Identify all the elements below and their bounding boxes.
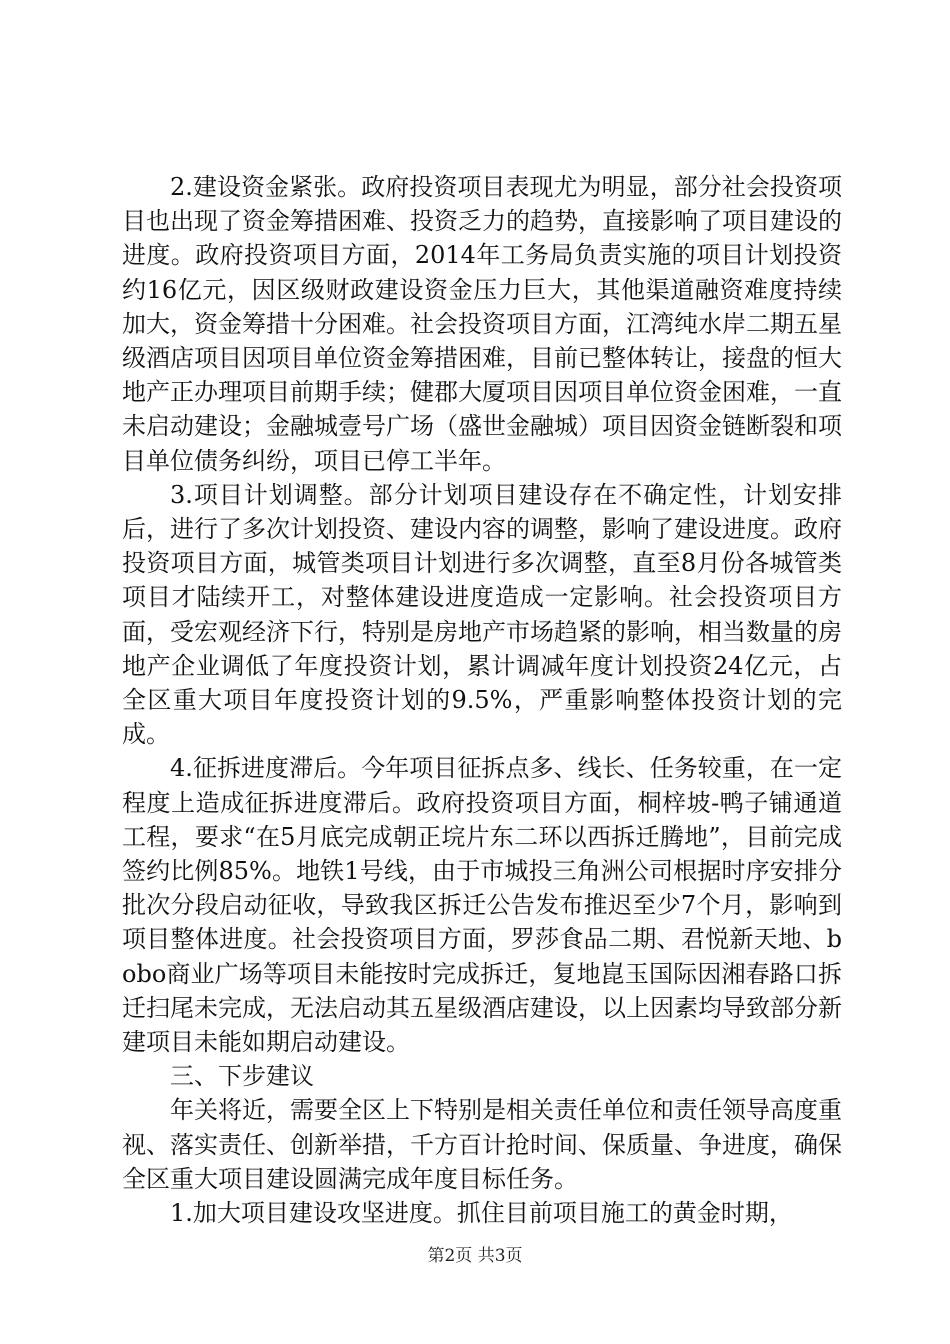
paragraph-plan-adjustment: 3.项目计划调整。部分计划项目建设存在不确定性，计划安排后，进行了多次计划投资、建设内容的调整，影响了建设进度。政府投资项目方面，城管类项目计划进行多次调整，直至8月份各城管类项目才陆续开工，对整体建设进度造成一定影响。社会投资项目方面，受宏观经济下行，特别是房地产市场趋紧的影响，相当数量的房地产企业调低了年度投资计划，累计调减年度计划投资24亿元，占全区重大项目年度投资计划的9.5%，严重影响整体投资计划的完成。 bbox=[122, 480, 842, 749]
section-heading-next-steps: 三、下步建议 bbox=[170, 1062, 314, 1091]
paragraph-year-end-intro: 年关将近，需要全区上下特别是相关责任单位和责任领导高度重视、落实责任、创新举措，千方百计抢时间、保质量、争进度，确保全区重大项目建设圆满完成年度目标任务。 bbox=[122, 1096, 842, 1193]
paragraph-suggestion-1: 1.加大项目建设攻坚进度。抓住目前项目施工的黄金时期， bbox=[170, 1199, 793, 1228]
document-body bbox=[122, 170, 842, 1230]
page-number-footer: 第2页 共3页 bbox=[427, 1246, 523, 1266]
paragraph-funding-shortage: 2.建设资金紧张。政府投资项目表现尤为明显，部分社会投资项目也出现了资金筹措困难、投资乏力的趋势，直接影响了项目建设的进度。政府投资项目方面，2014年工务局负责实施的项目计划投资约16亿元，因区级财政建设资金压力巨大，其他渠道融资难度持续加大，资金筹措十分困难。社会投资项目方面，江湾纯水岸二期五星级酒店项目因项目单位资金筹措困难，目前已整体转让，接盘的恒大地产正办理项目前期手续；健郡大厦项目因项目单位资金困难，一直未启动建设；金融城壹号广场（盛世金融城）项目因资金链断裂和项目单位债务纠纷，项目已停工半年。 bbox=[122, 173, 842, 475]
paragraph-demolition-delay: 4.征拆进度滞后。今年项目征拆点多、线长、任务较重，在一定程度上造成征拆进度滞后。政府投资项目方面，桐梓坡-鸭子铺通道工程，要求“在5月底完成朝正垸片东二环以西拆迁腾地”，目前完成签约比例85%。地铁1号线，由于市城投三角洲公司根据时序安排分批次分段启动征收，导致我区拆迁公告发布推迟至少7个月，影响到项目整体进度。社会投资项目方面，罗莎食品二期、君悦新天地、bobo商业广场等项目未能按时完成拆迁，复地崑玉国际因湘春路口拆迁扫尾未完成，无法启动其五星级酒店建设，以上因素均导致部分新建项目未能如期启动建设。 bbox=[122, 754, 842, 1057]
